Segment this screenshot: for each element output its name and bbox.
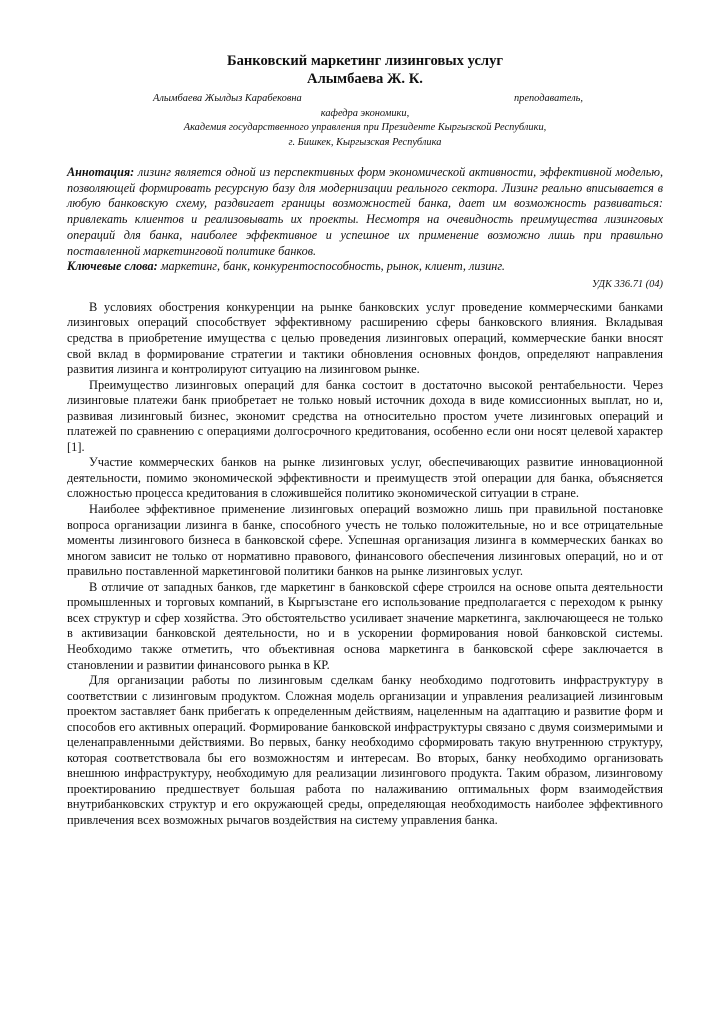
paper-title: Банковский маркетинг лизинговых услуг <box>226 53 504 69</box>
body-paragraph: Преимущество лизинговых операций для банка состоит в достаточно высокой рентабельности. Через лизинговые платежи банк приобретает не только новый источник дохода в виде комиссионных выплат, но и, развивая лизинговый бизнес, экономит средства на относительно простом учете лизинговых операций и платежей по сравнению с операциями долгосрочного кредитования, особенно если они носят целевой характер [1]. <box>67 377 663 454</box>
author-full-name: Алымбаева Жылдыз Карабековна <box>153 93 302 104</box>
author-department: кафедра экономики, <box>320 107 410 119</box>
abstract-text: лизинг является одной из перспективных форм экономической активности, эффективной моделью, позволяющей формировать ресурсную базу для модернизации реального сектора. Лизинг реально вписывается в любую банковскую схему, раздвигает границы возможностей банка, дает им возможность развиваться: привлекать клиентов и реализовывать их проекты. Несмотря на очевидность преимущества лизинговых операций для банка, наиболее эффективное и успешное их применение возможно лишь при правильно поставленной маркетинговой политике банков. <box>67 165 663 258</box>
body-paragraph: В отличие от западных банков, где маркетинг в банковской сфере строился на основе опыта деятельности промышленных и торговых компаний, в Кыргызстане его использование предполагается с переходом к рынку всех структур и сфер хозяйства. Это обстоятельство усиливает значение маркетинга, заключающееся не только в активизации банковской деятельности, но и в ускорении формирования новой банковской системы. Необходимо также отметить, что объективная основа маркетинга в банковской сфере заключается в становлении и развитии финансового рынка в КР. <box>67 579 663 672</box>
body-paragraph: Для организации работы по лизинговым сделкам банку необходимо подготовить инфраструктуру в соответствии с лизинговым продуктом. Сложная модель организации и управления реализацией лизинговым проектом заставляет банк прибегать к определенным действиям, нацеленным на адаптацию и развитие форм и способов его активных операций. Формирование банковской инфраструктуры связано с двумя соизмеримыми и целенаправленными действиями. Во первых, банку необходимо сформировать такую внутреннюю структуру, которая соответствовала бы его возможностям и интересам. Во вторых, банку необходимо организовать внешнюю инфраструктуру, необходимую для реализации лизингового продукта. Таким образом, лизинговому проектированию предшествует большая работа по налаживанию оптимальных форм взаимодействия внутрибанковских структур и его окружающей среды, определяющая необходимость наиболее эффективного привлечения всех возможных рычагов воздействия на систему управления банка. <box>67 673 663 827</box>
keywords <box>67 259 663 275</box>
body-paragraph: В условиях обострения конкуренции на рынке банковских услуг проведение коммерческими банками лизинговых операций способствует эффективному расширению сферы банковского влияния. Вкладывая средства в приобретение имущества с целью проведения лизинговых операций, коммерческие банки вносят свой вклад в формирование стратегии и тактики обновления основных фондов, определяют направления развития лизинга и контролируют ситуацию на лизинговом рынке. <box>67 299 663 377</box>
body-paragraph: Участие коммерческих банков на рынке лизинговых услуг, обеспечивающих развитие инновационной деятельности, помимо экономической эффективности и преимуществ этой операции для банка, объясняется сложностью процесса кредитования в сложившейся политико экономической ситуации в стране. <box>67 455 663 501</box>
author-row <box>67 92 663 107</box>
author-position: преподаватель, <box>513 93 583 104</box>
abstract-label: Аннотация: <box>67 165 135 179</box>
author-short: Алымбаева Ж. К. <box>307 71 423 87</box>
keywords-label: Ключевые слова: <box>67 259 158 274</box>
author-institution: Академия государственного управления при Президенте Кыргызской Республики, <box>183 122 547 133</box>
author-city: г. Бишкек, Кыргызская Республика <box>288 136 442 148</box>
udk-code: УДК 336.71 (04) <box>591 278 663 290</box>
abstract <box>67 165 663 259</box>
body-paragraph: Наиболее эффективное применение лизинговых операций возможно лишь при правильной постановке вопроса организации лизинга в банке, способного учесть не только положительные, но и все отрицательные моменты лизингового бизнеса в банковской сфере. Успешная организация лизинга в коммерческих банках во многом зависит не только от нормативно правового, финансового обеспечения лизинговых операций, но и от правильно поставленной маркетинговой политики банков на рынке лизинговых услуг. <box>67 502 663 579</box>
keywords-text: маркетинг, банк, конкурентоспособность, рынок, клиент, лизинг. <box>160 259 505 274</box>
paper-body <box>67 300 663 829</box>
